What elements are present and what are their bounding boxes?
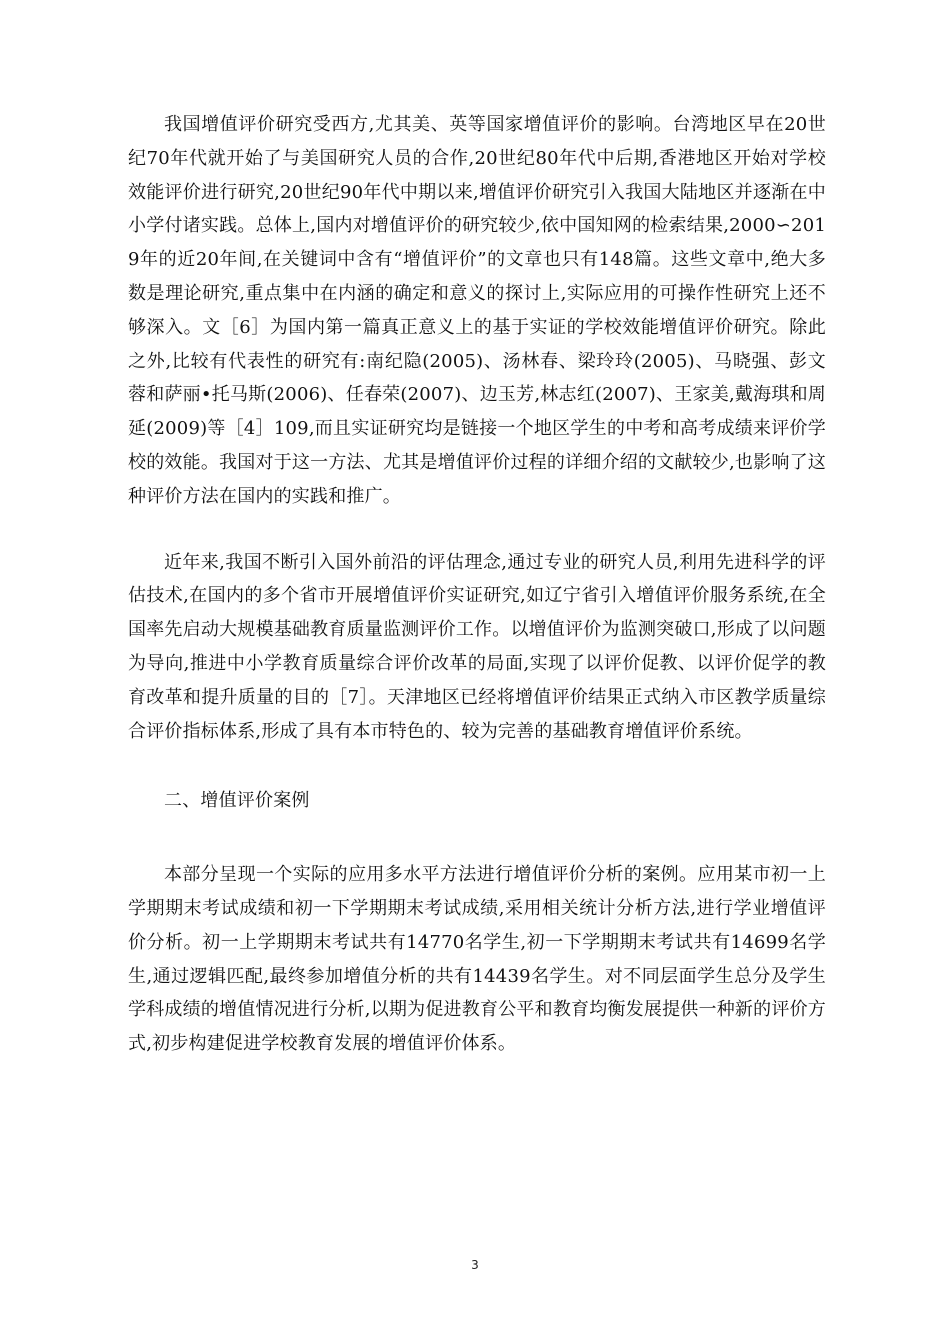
paragraph-value-added-research-history: 我国增值评价研究受西方,尤其美、英等国家增值评价的影响。台湾地区早在20世纪70年代就开始了与美国研究人员的合作,20世纪80年代中后期,香港地区开始对学校效能评价进行研究,20世纪90年代中期以来,增值评价研究引入我国大陆地区并逐渐在中小学付诸实践。总体上,国内对增值评价的研究较少,依中国知网的检索结果,2000∽2019年的近20年间,在关键词中含有“增值评价”的文章也只有148篇。这些文章中,绝大多数是理论研究,重点集中在内涵的确定和意义的探讨上,实际应用的可操作性研究上还不够深入。文［6］为国内第一篇真正意义上的基于实证的学校效能增值评价研究。除此之外,比较有代表性的研究有:南纪隐(2005)、汤林春、梁玲玲(2005)、马晓强、彭文蓉和萨丽•托马斯(2006)、任春荣(2007)、边玉芳,林志红(2007)、王家美,戴海琪和周延(2009)等［4］109,而且实证研究均是链接一个地区学生的中考和高考成绩来评价学校的效能。我国对于这一方法、尤其是增值评价过程的详细介绍的文献较少,也影响了这种评价方法在国内的实践和推广。 xyxy=(128,114,826,507)
paragraph-spacer xyxy=(128,818,826,858)
paragraph-case-description: 本部分呈现一个实际的应用多水平方法进行增值评价分析的案例。应用某市初一上学期期末考试成绩和初一下学期期末考试成绩,采用相关统计分析方法,进行学业增值评价分析。初一上学期期末考试共有14770名学生,初一下学期期末考试共有14699名学生,通过逻辑匹配,最终参加增值分析的共有14439名学生。对不同层面学生总分及学生学科成绩的增值情况进行分析,以期为促进教育公平和教育均衡发展提供一种新的评价方式,初步构建促进学校教育发展的增值评价体系。 xyxy=(128,864,826,1055)
paragraph-recent-practice: 近年来,我国不断引入国外前沿的评估理念,通过专业的研究人员,利用先进科学的评估技术,在国内的多个省市开展增值评价实证研究,如辽宁省引入增值评价服务系统,在全国率先启动大规模基础教育质量监测评价工作。以增值评价为监测突破口,形成了以问题为导向,推进中小学教育质量综合评价改革的局面,实现了以评价促教、以评价促学的教育改革和提升质量的目的［7］。天津地区已经将增值评价结果正式纳入市区教学质量综合评价指标体系,形成了具有本市特色的、较为完善的基础教育增值评价系统。 xyxy=(128,551,826,742)
section-heading: 二、增值评价案例 xyxy=(164,790,310,812)
page-number: 3 xyxy=(471,1258,479,1272)
document-body xyxy=(128,108,826,1061)
paragraph-spacer xyxy=(128,748,826,784)
paragraph-spacer xyxy=(128,514,826,546)
